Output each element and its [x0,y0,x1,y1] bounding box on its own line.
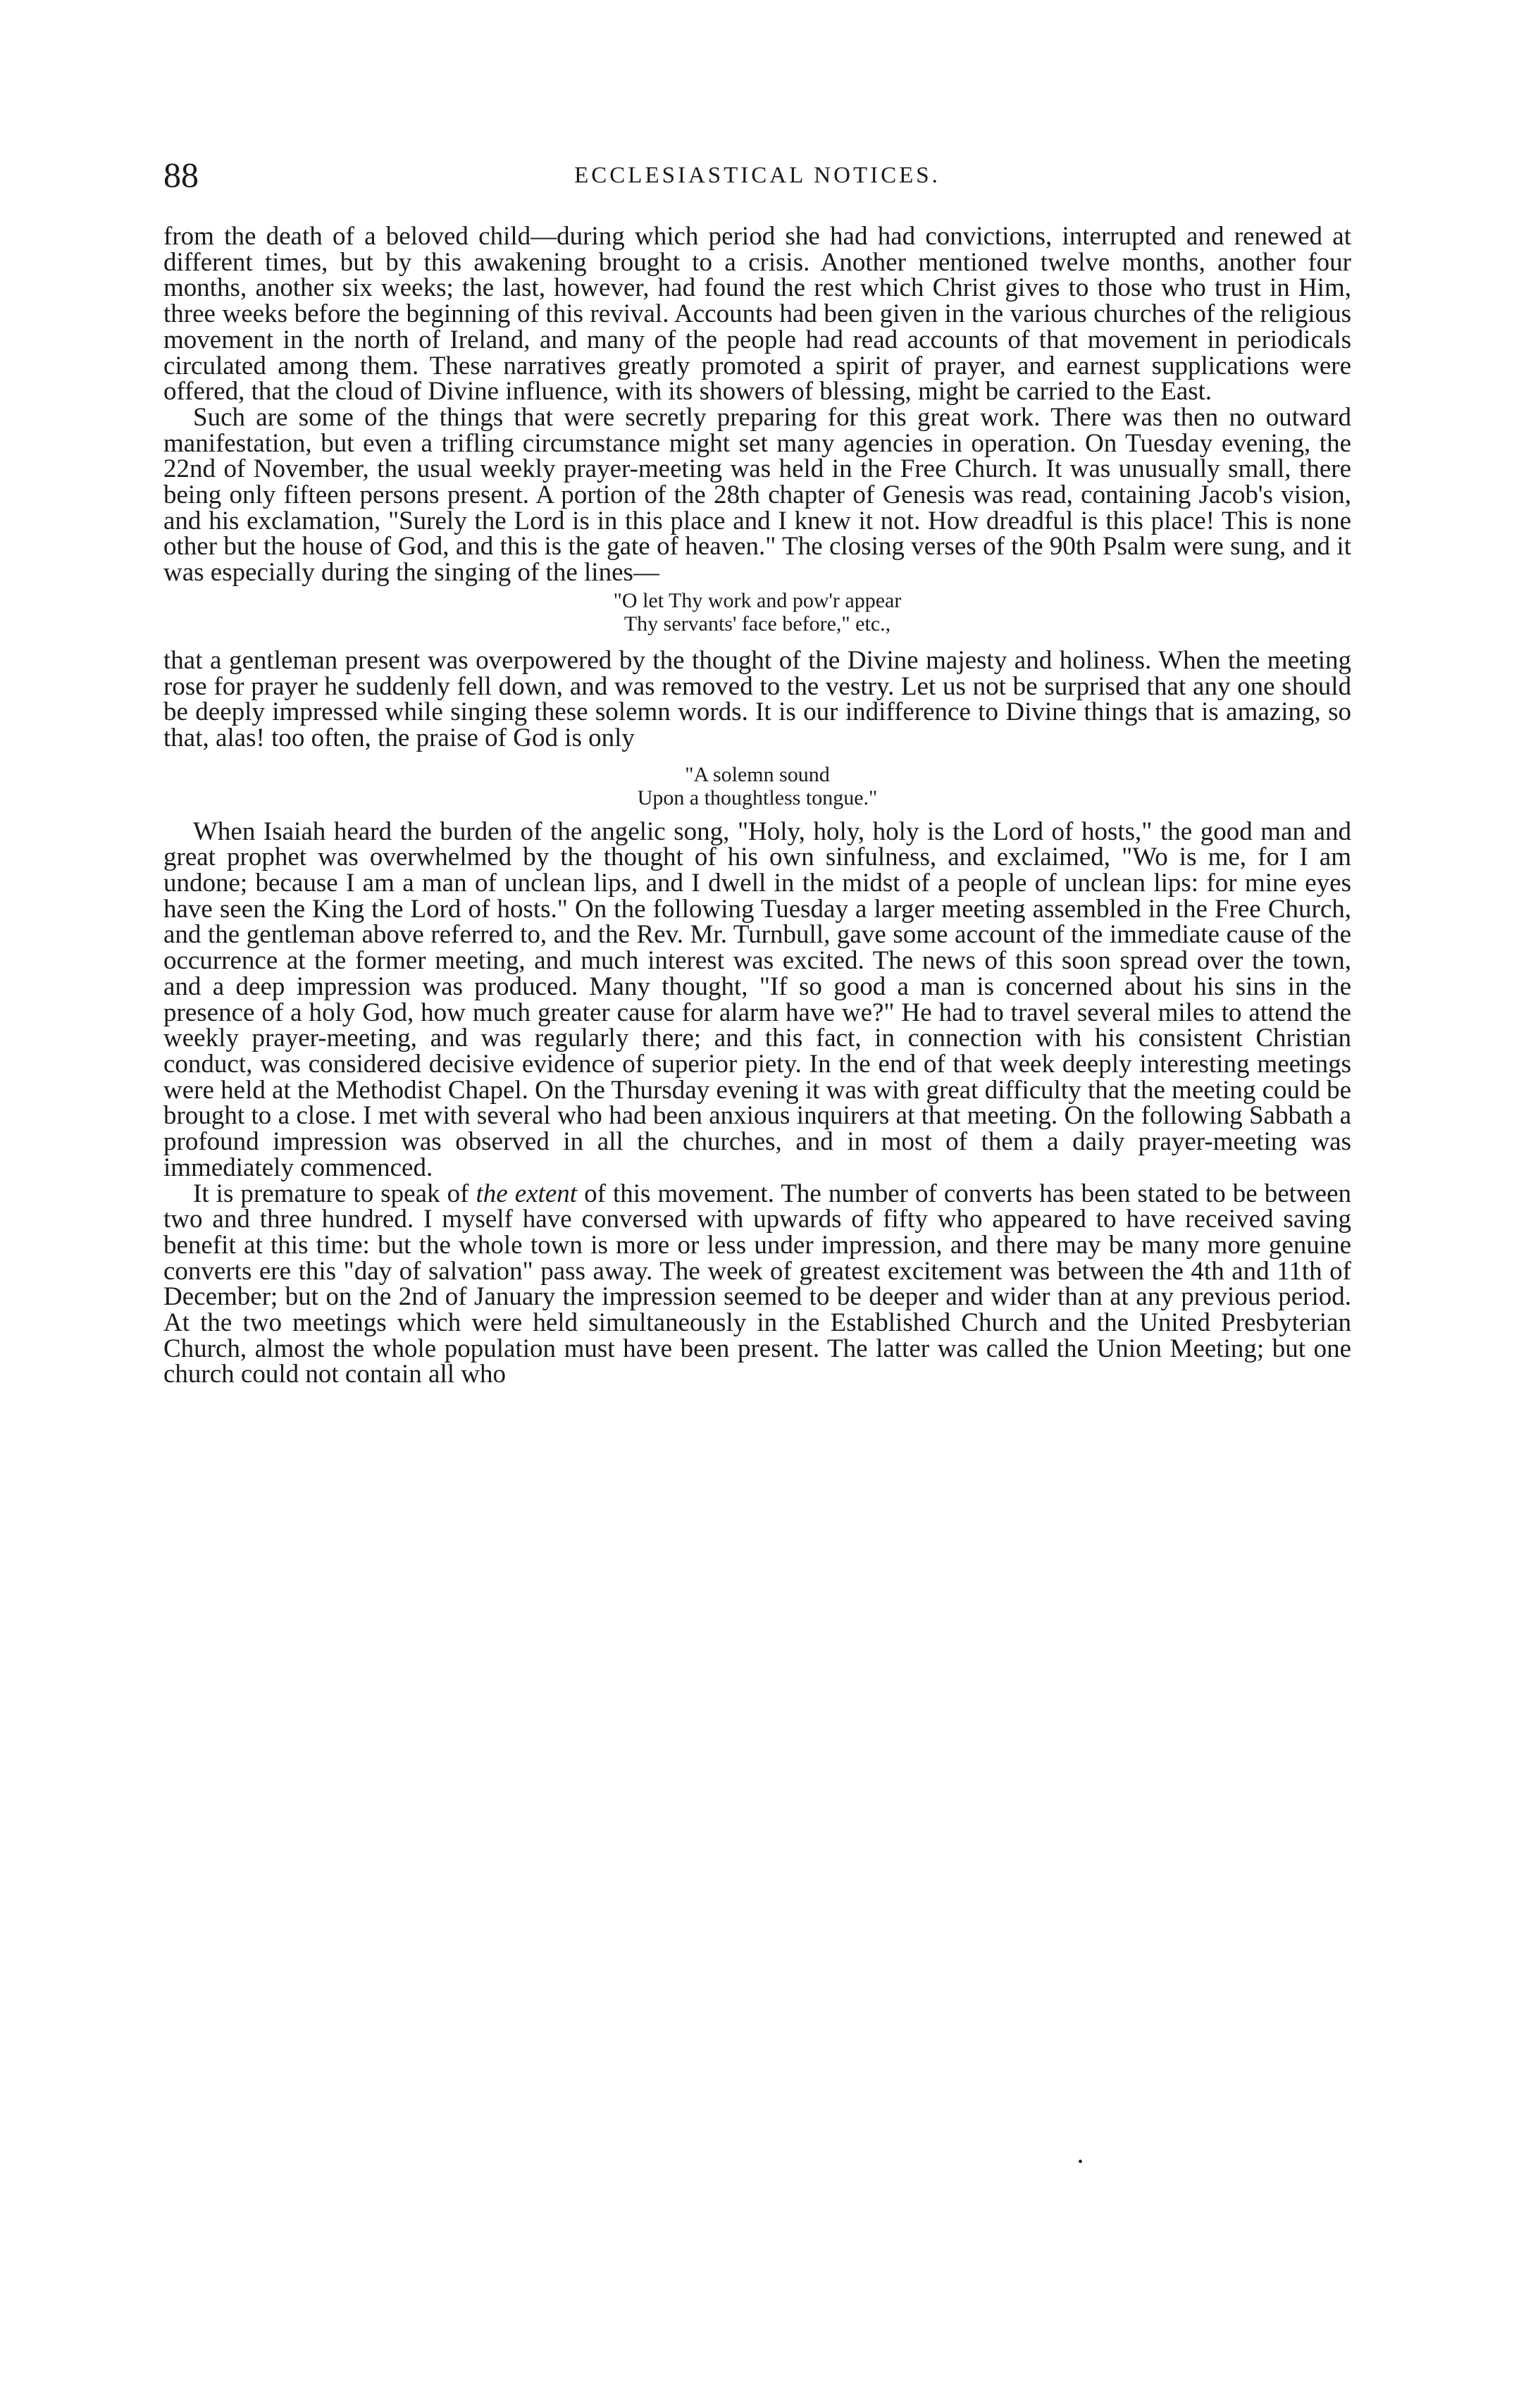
paragraph-5-rest: of this movement. The number of converts has been stated to be between two and three hundred. I myself have conversed with upwards of fifty who appeared to have received saving benefit at this time: but the whole town is more or less under impression, and there may be many more genuine converts ere this "day of salvation" pass away. The week of greatest excitement was between the 4th and 11th of December; but on the 2nd of January the impression seemed to be deeper and wider than at any previous period. At the two meetings which were held simultaneously in the Established Church and the United Presbyterian Church, almost the whole population must have been present. The latter was called the Union Meeting; but one church could not contain all who [163,1179,1352,1389]
verse-2-line-2: Upon a thoughtless tongue." [637,786,878,809]
page-header [163,154,1351,196]
paragraph-5-start: It is premature to speak of [193,1179,476,1208]
paragraph-5 [163,1181,1351,1389]
running-title: ECCLESIASTICAL NOTICES. [574,163,941,188]
verse-1-line-1: "O let Thy work and pow'r appear [613,588,902,612]
paragraph-4: When Isaiah heard the burden of the angelic song, "Holy, holy, holy is the Lord of hosts," the good man and great prophet was overwhelmed by the thought of his own sinfulness, and exclaimed, "Wo is me, for I am undone; because I am a man of unclean lips, and I dwell in the midst of a people of unclean lips: for mine eyes have seen the King the Lord of hosts." On the following Tuesday a larger meeting assembled in the Free Church, and the gentleman above referred to, and the Rev. Mr. Turnbull, gave some account of the immediate cause of the occurrence at the former meeting, and much interest was excited. The news of this soon spread over the town, and a deep impression was produced. Many thought, "If so good a man is concerned about his sins in the presence of a holy God, how much greater cause for alarm have we?" He had to travel several miles to attend the weekly prayer-meeting, and was regularly there; and this fact, in connection with his consistent Christian conduct, was considered decisive evidence of superior piety. In the end of that week deeply interesting meetings were held at the Methodist Chapel. On the Thursday evening it was with great difficulty that the meeting could be brought to a close. I met with several who had been anxious inquirers at that meeting. On the following Sabbath a profound impression was observed in all the churches, and in most of them a daily prayer-meeting was immediately commenced. [163,817,1351,1182]
paragraph-1: from the death of a beloved child—during which period she had had convictions, interrupted and renewed at different times, but by this awakening brought to a crisis. Another mentioned twelve months, another four months, another six weeks; the last, however, had found the rest which Christ gives to those who trust in Him, three weeks before the beginning of this revival. Accounts had been given in the various churches of the religious movement in the north of Ireland, and many of the people had read accounts of that movement in periodicals circulated among them. These narratives greatly promoted a spirit of prayer, and earnest supplications were offered, that the cloud of Divine influence, with its showers of blessing, might be carried to the East. [163,222,1351,406]
verse-2-line-1: "A solemn sound [685,762,830,786]
verse-quote-2 [163,763,1351,809]
paragraph-2: Such are some of the things that were secretly preparing for this great work. There was then no outward manifestation, but even a trifling circumstance might set many agencies in operation. On Tuesday evening, the 22nd of November, the usual weekly prayer-meeting was held in the Free Church. It was unusually small, there being only fifteen persons present. A portion of the 28th chapter of Genesis was read, containing Jacob's vision, and his exclamation, "Surely the Lord is in this place and I knew it not. How dreadful is this place! This is none other but the house of God, and this is the gate of heaven." The closing verses of the 90th Psalm were sung, and it was especially during the singing of the lines— [163,402,1351,588]
article-body [163,224,1351,1388]
page-number: 88 [163,155,199,194]
verse-quote-1 [163,589,1351,635]
paragraph-5-emphasis: the extent [476,1179,578,1208]
paragraph-3: that a gentleman present was overpowered by the thought of the Divine majesty and holiness. When the meeting rose for prayer he suddenly fell down, and was removed to the vestry. Let us not be surprised that any one should be deeply impressed while singing these solemn words. It is our indifference to Divine things that is amazing, so that, alas! too often, the praise of God is only [163,645,1351,752]
verse-1-line-2: Thy servants' face before," etc., [623,612,891,635]
printer-mark: • [1078,2154,1084,2170]
